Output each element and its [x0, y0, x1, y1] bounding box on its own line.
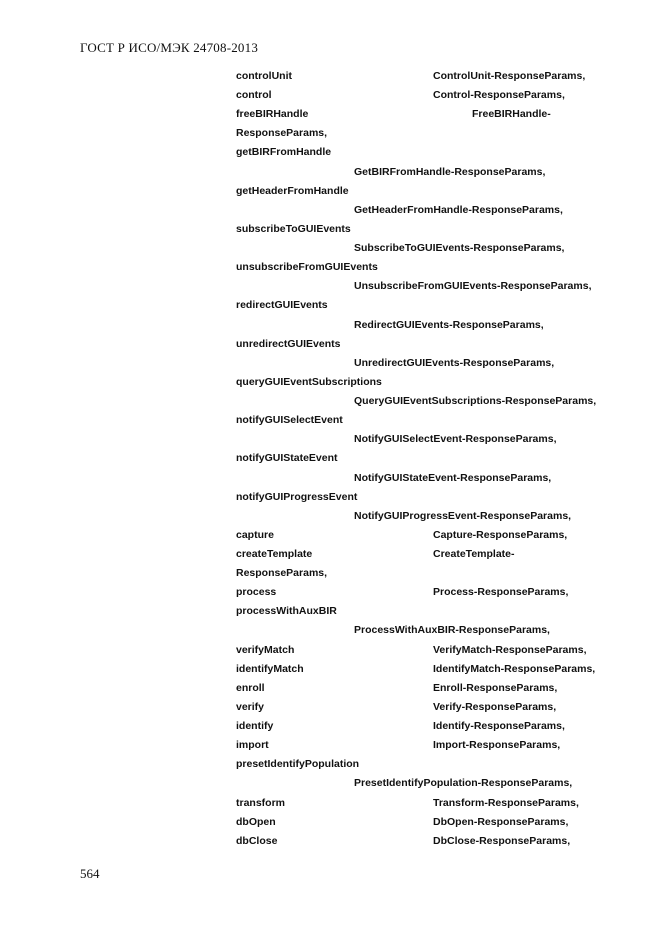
code-line-mid: ProcessWithAuxBIR-ResponseParams, [354, 624, 550, 636]
code-line-left: freeBIRHandle [236, 108, 309, 120]
code-line-left: process [236, 586, 277, 598]
code-line-mid: GetBIRFromHandle-ResponseParams, [354, 166, 546, 178]
code-line-right: IdentifyMatch-ResponseParams, [433, 663, 596, 675]
code-line-mid: QueryGUIEventSubscriptions-ResponseParams, [354, 395, 597, 407]
code-line-left: capture [236, 529, 274, 541]
code-line-mid: UnsubscribeFromGUIEvents-ResponseParams, [354, 280, 592, 292]
code-line-left: verifyMatch [236, 644, 295, 656]
code-line-left: dbOpen [236, 816, 276, 828]
code-line-mid: NotifyGUIStateEvent-ResponseParams, [354, 472, 552, 484]
code-line-left: identifyMatch [236, 663, 304, 675]
code-line-left: redirectGUIEvents [236, 299, 328, 311]
code-line-left: unsubscribeFromGUIEvents [236, 261, 378, 273]
code-line-far: FreeBIRHandle- [472, 108, 551, 120]
code-line-left: createTemplate [236, 548, 313, 560]
code-line-right: Transform-ResponseParams, [433, 797, 579, 809]
code-line-right: DbOpen-ResponseParams, [433, 816, 569, 828]
code-line-left: verify [236, 701, 265, 713]
code-line-mid: NotifyGUIProgressEvent-ResponseParams, [354, 510, 572, 522]
code-line-left: notifyGUISelectEvent [236, 414, 343, 426]
code-line-right: Identify-ResponseParams, [433, 720, 565, 732]
code-line-left: processWithAuxBIR [236, 605, 337, 617]
code-line-left: getHeaderFromHandle [236, 185, 349, 197]
code-line-right: ControlUnit-ResponseParams, [433, 70, 586, 82]
code-line-mid: PresetIdentifyPopulation-ResponseParams, [354, 777, 573, 789]
code-line-left: import [236, 739, 269, 751]
document-header: ГОСТ Р ИСО/МЭК 24708-2013 [80, 40, 259, 55]
code-line-right: Import-ResponseParams, [433, 739, 561, 751]
code-line-left: transform [236, 797, 286, 809]
code-line-mid: NotifyGUISelectEvent-ResponseParams, [354, 433, 557, 445]
code-line-mid: RedirectGUIEvents-ResponseParams, [354, 319, 544, 331]
code-line-right: VerifyMatch-ResponseParams, [433, 644, 587, 656]
code-line-mid: SubscribeToGUIEvents-ResponseParams, [354, 242, 565, 254]
code-line-left: subscribeToGUIEvents [236, 223, 351, 235]
code-line-mid: UnredirectGUIEvents-ResponseParams, [354, 357, 555, 369]
code-line-left: control [236, 89, 272, 101]
code-line-left: unredirectGUIEvents [236, 338, 341, 350]
code-line-right: CreateTemplate- [433, 548, 515, 560]
code-line-right: Control-ResponseParams, [433, 89, 565, 101]
code-line-left: notifyGUIProgressEvent [236, 491, 358, 503]
code-line-right: DbClose-ResponseParams, [433, 835, 571, 847]
code-line-right: Verify-ResponseParams, [433, 701, 557, 713]
code-line-left: ResponseParams, [236, 567, 328, 579]
code-line-left: controlUnit [236, 70, 292, 82]
code-line-left: ResponseParams, [236, 127, 328, 139]
code-line-left: dbClose [236, 835, 278, 847]
code-line-left: enroll [236, 682, 265, 694]
code-line-right: Capture-ResponseParams, [433, 529, 568, 541]
code-line-left: presetIdentifyPopulation [236, 758, 360, 770]
code-line-right: Enroll-ResponseParams, [433, 682, 558, 694]
page-number: 564 [80, 866, 100, 881]
code-line-mid: GetHeaderFromHandle-ResponseParams, [354, 204, 563, 216]
code-line-right: Process-ResponseParams, [433, 586, 569, 598]
code-line-left: queryGUIEventSubscriptions [236, 376, 382, 388]
code-line-left: identify [236, 720, 274, 732]
code-line-left: getBIRFromHandle [236, 146, 332, 158]
code-line-left: notifyGUIStateEvent [236, 452, 338, 464]
